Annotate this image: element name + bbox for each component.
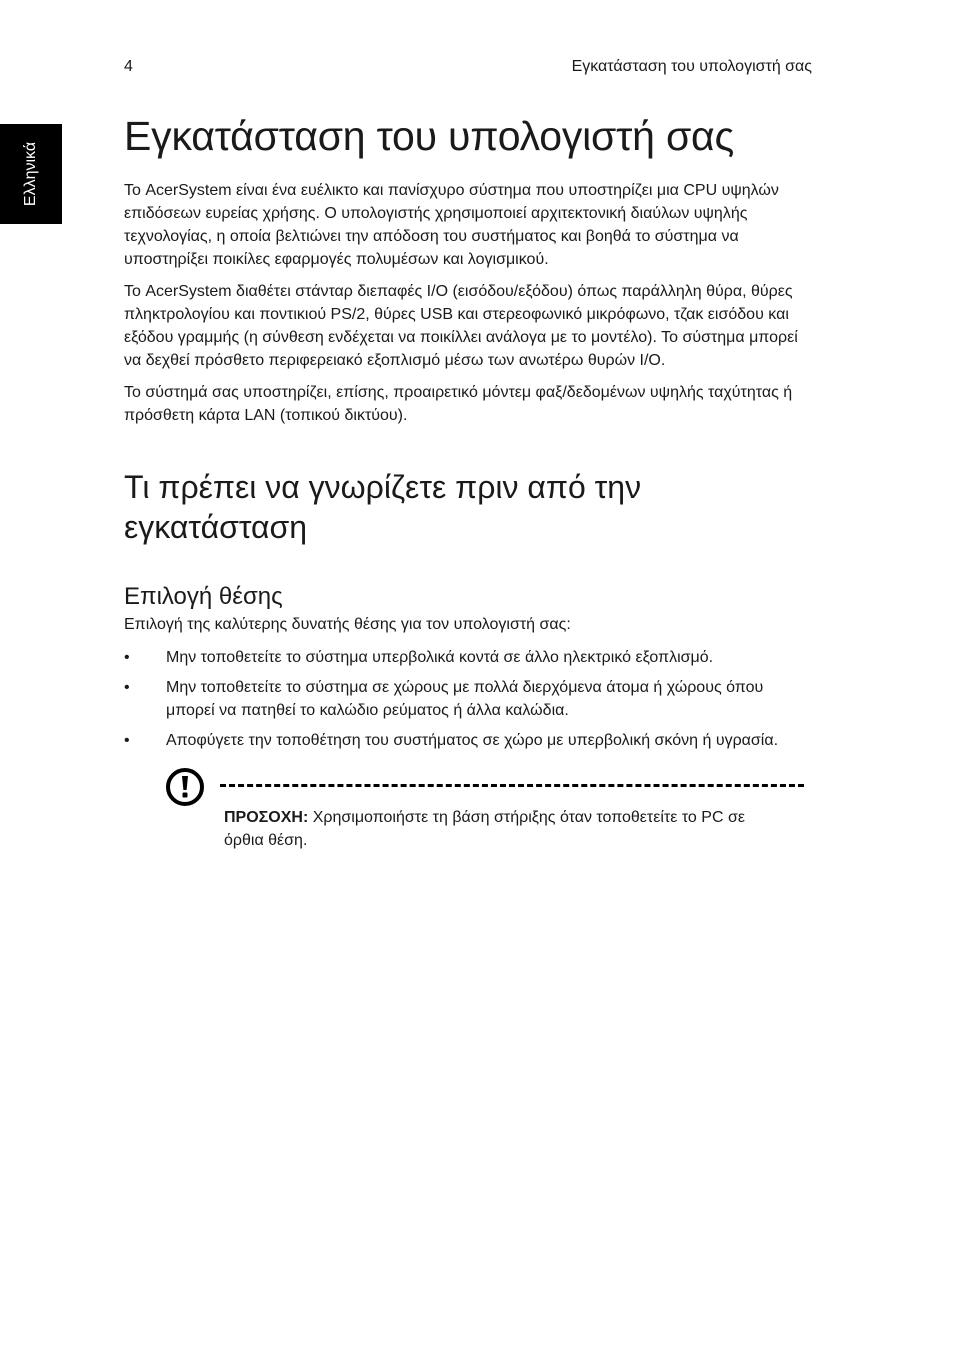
caution-label: ΠΡΟΣΟΧΗ: xyxy=(224,809,309,827)
running-header-title: Εγκατάσταση του υπολογιστή σας xyxy=(571,58,812,75)
page-title: Εγκατάσταση του υπολογιστή σας xyxy=(124,113,735,159)
bullet-marker: • xyxy=(124,732,130,750)
placement-tips-list xyxy=(124,646,814,752)
list-item-text: Αποφύγετε την τοποθέτηση του συστήματος σε χώρο με υπερβολική σκόνη ή υγρασία. xyxy=(166,732,779,750)
caution-text xyxy=(224,806,784,852)
caution-body: Χρησιμοποιήστε τη βάση στήριξης όταν τοποθετείτε το PC σε όρθια θέση. xyxy=(224,809,745,850)
caution-note xyxy=(124,768,814,858)
exclamation-circle-icon xyxy=(166,768,204,806)
bullet-marker: • xyxy=(124,649,130,667)
subsection-intro: Επιλογή της καλύτερης δυνατής θέσης για τον υπολογιστή σας: xyxy=(124,616,571,634)
intro-paragraph-1: Το AcerSystem είναι ένα ευέλικτο και πανίσχυρο σύστημα που υποστηρίζει μια CPU υψηλών επιδόσεων ευρείας χρήσης. Ο υπολογιστής χρησιμοποιεί αρχιτεκτονική διαύλων υψηλής τεχνολογίας, η οποία βελτιώνει την απόδοση του συστήματος και βοηθά το σύστημα να υποστηρίξει ποικίλες εφαρμογές πολυμέσων και λογισμικού. xyxy=(124,182,779,269)
page-number: 4 xyxy=(124,58,133,75)
list-item xyxy=(124,646,814,669)
list-item-text: Μην τοποθετείτε το σύστημα υπερβολικά κοντά σε άλλο ηλεκτρικό εξοπλισμό. xyxy=(166,649,714,667)
list-item-text: Μην τοποθετείτε το σύστημα σε χώρους με πολλά διερχόμενα άτομα ή χώρους όπου μπορεί να πατηθεί το καλώδιο ρεύματος ή άλλα καλώδια. xyxy=(166,679,764,720)
list-item xyxy=(124,729,814,752)
intro-paragraph-2: Το AcerSystem διαθέτει στάνταρ διεπαφές I/O (εισόδου/εξόδου) όπως παράλληλη θύρα, θύρες πληκτρολογίου και ποντικιού PS/2, θύρες USB και στερεοφωνικό μικρόφωνο, τζακ εισόδου και εξόδου γραμμής (η σύνθεση ενδέχεται να ποικίλλει ανάλογα με το μοντέλο). Το σύστημα μπορεί να δεχθεί πρόσθετο περιφερειακό εξοπλισμό μέσω των ανωτέρω θυρών I/O. xyxy=(124,283,798,370)
bullet-marker: • xyxy=(124,679,130,697)
section-heading: Τι πρέπει να γνωρίζετε πριν από την εγκατάσταση xyxy=(124,469,642,546)
language-tab-label: Ελληνικά xyxy=(22,141,39,207)
language-side-tab xyxy=(0,124,62,224)
subsection-heading: Επιλογή θέσης xyxy=(124,583,283,611)
intro-paragraph-3: Το σύστημά σας υποστηρίζει, επίσης, προαιρετικό μόντεμ φαξ/δεδομένων υψηλής ταχύτητας ή πρόσθετη κάρτα LAN (τοπικού δικτύου). xyxy=(124,384,793,425)
page-content xyxy=(124,112,814,858)
dashed-divider xyxy=(220,784,804,787)
list-item xyxy=(124,676,814,722)
